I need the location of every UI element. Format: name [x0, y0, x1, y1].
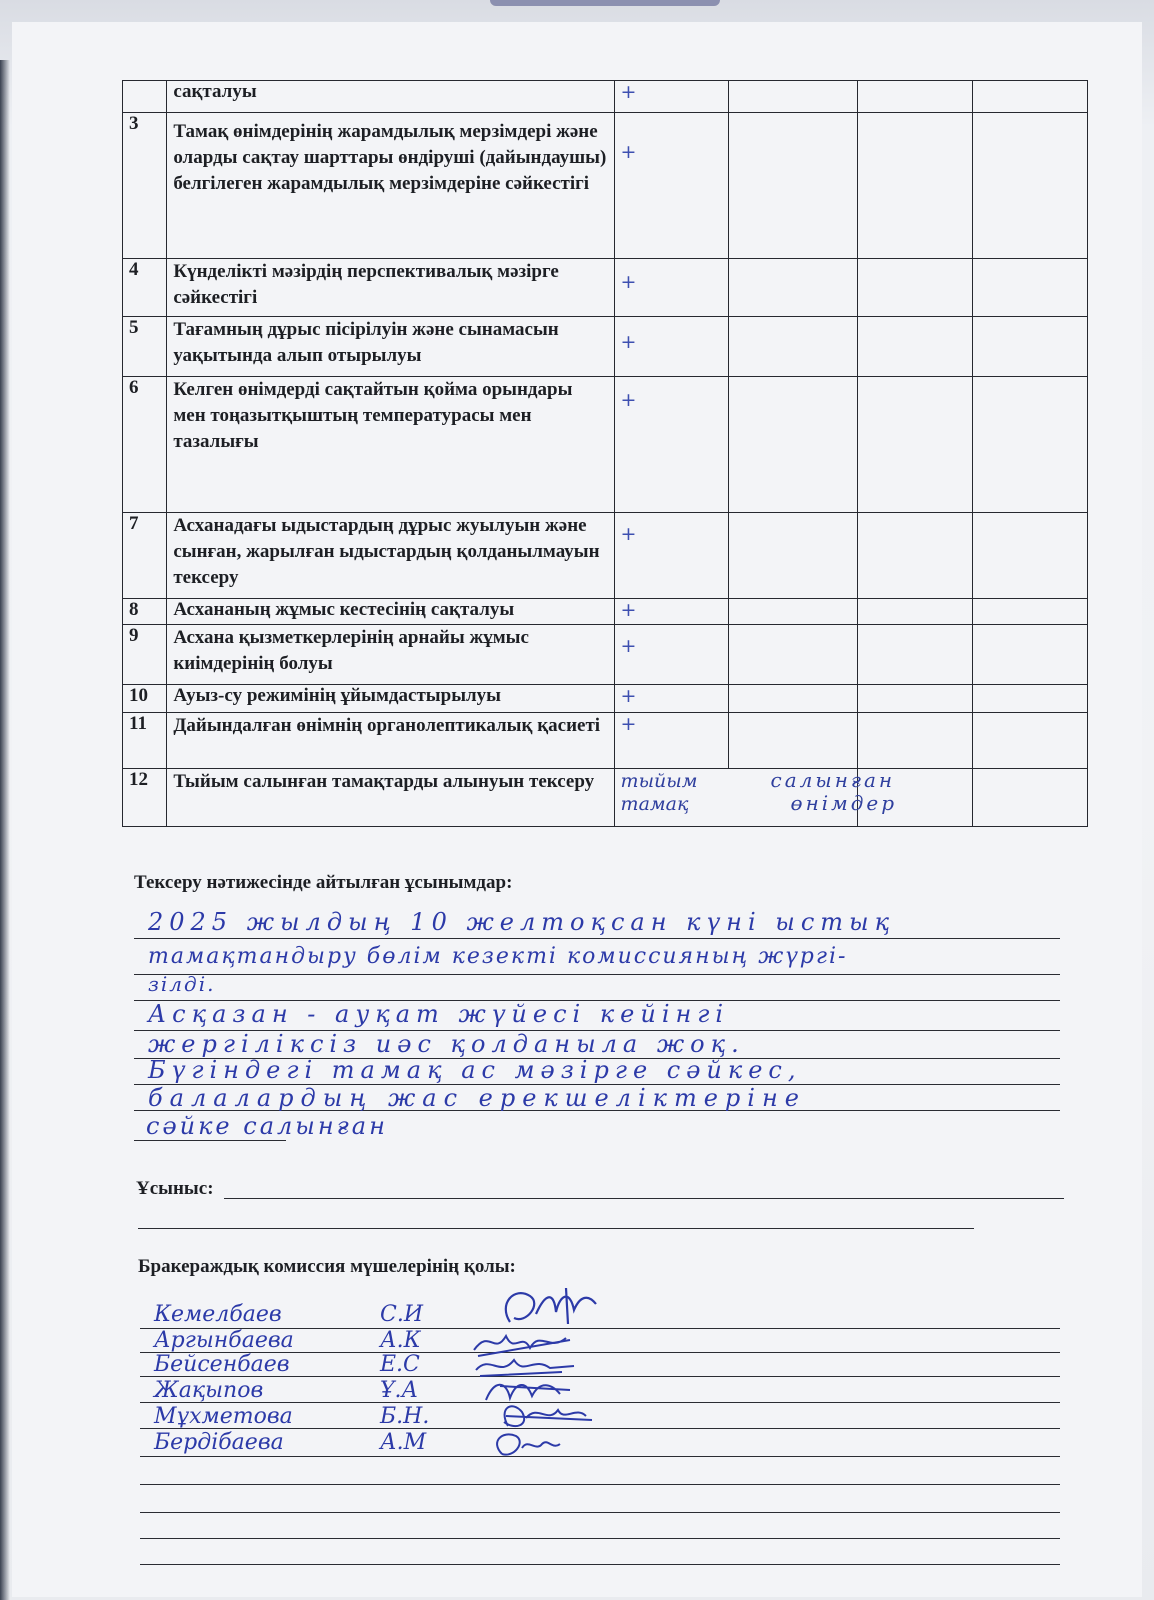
- note-word: тамақ: [620, 793, 689, 815]
- handwritten-line: жергіліксіз иәс қолданыла жоқ.: [148, 1030, 745, 1058]
- checklist-table: [122, 80, 1088, 827]
- check-mark: +: [614, 599, 729, 625]
- ruled-line: [134, 938, 1060, 939]
- ruled-line: [140, 1456, 1060, 1457]
- signer-name: Мұхметова: [154, 1404, 293, 1429]
- signer-initials: Ұ.А: [380, 1378, 419, 1403]
- handwritten-line: тамақтандыру бөлім кезекті комиссияның жүргі-: [148, 944, 848, 969]
- row-number: 7: [123, 513, 167, 599]
- table-row: [123, 513, 1088, 599]
- note-word: өнімдер: [790, 791, 898, 815]
- ruled-line: [134, 1140, 286, 1141]
- check-mark: +: [614, 81, 729, 113]
- handwritten-line: Асқазан - ауқат жүйесі кейінгі: [148, 1000, 730, 1028]
- row-number: 10: [123, 685, 167, 713]
- table-row: [123, 317, 1088, 377]
- signer-name: Аргынбаева: [154, 1328, 294, 1353]
- handwritten-line: зілді.: [148, 972, 216, 996]
- signature-scribble: [488, 1428, 578, 1462]
- check-mark: +: [614, 685, 729, 713]
- ruled-line: [224, 1198, 1064, 1199]
- table-row: [123, 769, 1088, 827]
- row-text: Тыйым салынған тамақтарды алынуын тексеру: [167, 769, 614, 827]
- ruled-line: [140, 1484, 1060, 1485]
- signer-name: Кемелбаев: [154, 1302, 282, 1327]
- ruled-line: [140, 1512, 1060, 1513]
- check-mark: +: [614, 513, 729, 599]
- table-row: [123, 685, 1088, 713]
- row-text: Күнделікті мәзірдің перспективалық мәзірге сәйкестігі: [167, 259, 614, 317]
- signer-initials: А.М: [380, 1430, 427, 1455]
- check-mark: +: [614, 317, 729, 377]
- row-text: Асхананың жұмыс кестесінің сақталуы: [167, 599, 614, 625]
- recommendations-heading: Тексеру нәтижесінде айтылған ұсынымдар:: [134, 872, 513, 893]
- row-text: Тағамның дұрыс пісірілуін және сынамасын уақытында алып отырылуы: [167, 317, 614, 377]
- signatures-heading: Бракераждық комиссия мүшелерінің қолы:: [138, 1256, 516, 1277]
- note-word: салынған: [770, 768, 896, 792]
- row-number: 9: [123, 625, 167, 685]
- ruled-line: [138, 1228, 974, 1229]
- row-number: [123, 81, 167, 113]
- handwritten-line: балалардың жас ерекшеліктеріне: [148, 1084, 806, 1112]
- row-number: 3: [123, 113, 167, 259]
- row-number: 4: [123, 259, 167, 317]
- table-row: [123, 259, 1088, 317]
- row-text: Тамақ өнімдерінің жарамдылық мерзімдері және оларды сақтау шарттары өндіруші (дайындаушы) белгілеген жарамдылық мерзімдеріне сәйкестігі: [167, 113, 614, 259]
- row-text: Келген өнімдерді сақтайтын қойма орындары мен тоңазытқыштың температурасы мен тазалығы: [167, 377, 614, 513]
- row-number: 5: [123, 317, 167, 377]
- table-row: [123, 113, 1088, 259]
- table-row: [123, 625, 1088, 685]
- note-word: тыйым: [620, 770, 698, 792]
- row-text: Ауыз-су режимінің ұйымдастырылуы: [167, 685, 614, 713]
- check-mark: +: [614, 113, 729, 259]
- check-mark: +: [614, 625, 729, 685]
- proposal-label: Ұсыныс:: [136, 1178, 214, 1199]
- clip-tab: [490, 0, 720, 6]
- row-number: 8: [123, 599, 167, 625]
- ruled-line: [140, 1564, 1060, 1565]
- check-mark: +: [614, 259, 729, 317]
- signer-initials: С.И: [380, 1302, 424, 1327]
- signer-initials: Б.Н.: [380, 1404, 430, 1429]
- handwritten-line: сәйке салынған: [146, 1112, 388, 1140]
- ruled-line: [134, 974, 1060, 975]
- row-number: 6: [123, 377, 167, 513]
- row-number: 12: [123, 769, 167, 827]
- table-row: [123, 599, 1088, 625]
- table-row: [123, 377, 1088, 513]
- row-text: Асханадағы ыдыстардың дұрыс жуылуын және сынған, жарылған ыдыстардың қолданылмауын тексеру: [167, 513, 614, 599]
- handwritten-line: Бүгіндегі тамақ ас мәзірге сәйкес,: [148, 1056, 802, 1084]
- ruled-line: [140, 1538, 1060, 1539]
- signer-name: Бейсенбаев: [154, 1352, 290, 1377]
- row-text: Асхана қызметкерлерінің арнайы жұмыс киімдерінің болуы: [167, 625, 614, 685]
- signer-initials: Е.С: [380, 1352, 420, 1377]
- row-text: сақталуы: [167, 81, 614, 113]
- check-mark: +: [614, 377, 729, 513]
- table-row: [123, 713, 1088, 769]
- table-row: [123, 81, 1088, 113]
- row-number: 11: [123, 713, 167, 769]
- signer-name: Бердібаева: [154, 1430, 284, 1455]
- handwritten-line: 2025 жылдың 10 желтоқсан күні ыстық: [148, 908, 896, 936]
- page-edge-shadow: [0, 60, 10, 1600]
- signer-name: Жақыпов: [154, 1378, 264, 1403]
- row-text: Дайындалған өнімнің органолептикалық қасиеті: [167, 713, 614, 769]
- handwritten-note: [614, 768, 898, 827]
- signer-initials: А.К: [380, 1328, 421, 1353]
- check-mark: +: [614, 713, 729, 769]
